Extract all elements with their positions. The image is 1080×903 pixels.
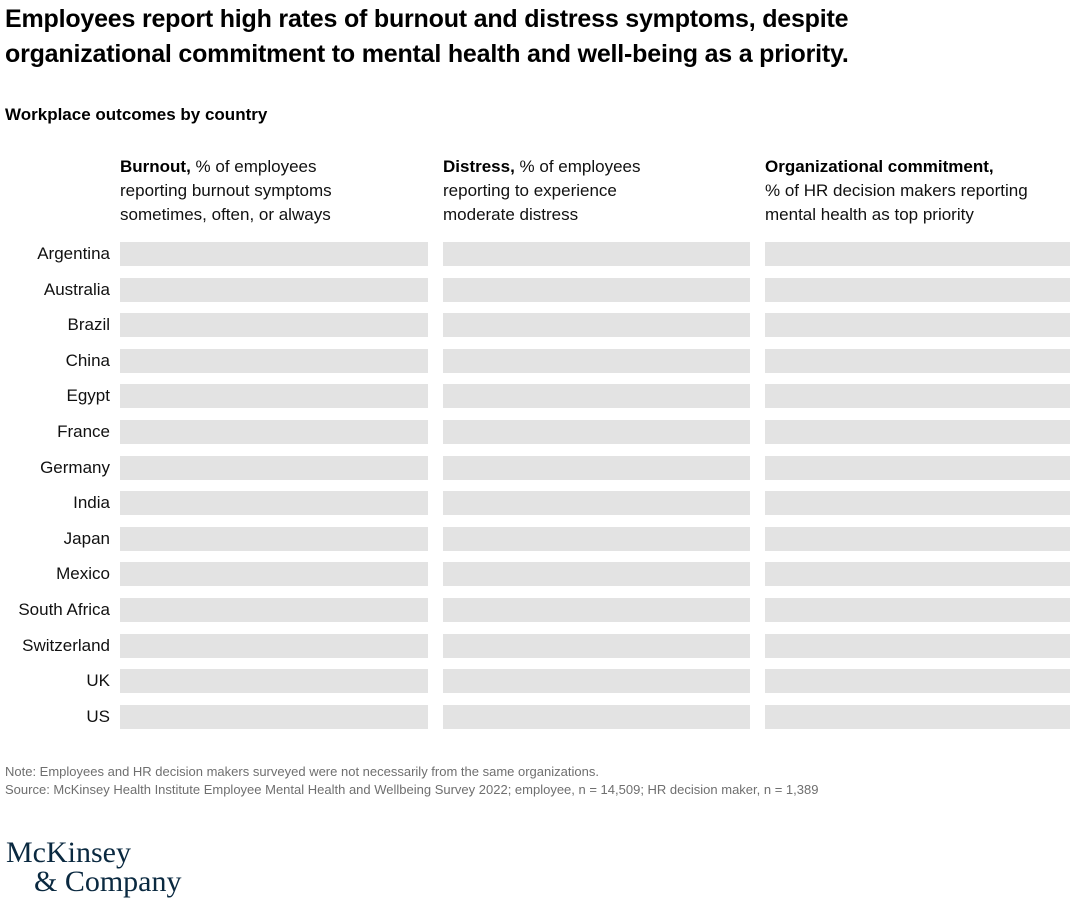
distress-bar bbox=[443, 384, 750, 408]
mckinsey-logo bbox=[6, 838, 182, 896]
distress-bar bbox=[443, 669, 750, 693]
commitment-bar bbox=[765, 420, 1070, 444]
footnotes bbox=[5, 763, 818, 798]
column-header-commitment-bold: Organizational commitment, bbox=[765, 157, 994, 176]
page-title bbox=[5, 2, 849, 72]
country-label: Japan bbox=[63, 528, 110, 548]
commitment-bar bbox=[765, 598, 1070, 622]
commitment-bar bbox=[765, 669, 1070, 693]
column-header-distress-line1 bbox=[443, 155, 743, 179]
country-label: Brazil bbox=[67, 315, 110, 335]
mckinsey-logo-line1: McKinsey bbox=[6, 836, 131, 869]
distress-bar bbox=[443, 598, 750, 622]
burnout-bar bbox=[120, 705, 428, 729]
commitment-bar bbox=[765, 634, 1070, 658]
distress-bar bbox=[443, 562, 750, 586]
chart-row-uk bbox=[0, 669, 1080, 693]
burnout-bar bbox=[120, 669, 428, 693]
column-header-commitment bbox=[765, 155, 1077, 227]
chart-row-brazil bbox=[0, 313, 1080, 337]
burnout-bar bbox=[120, 242, 428, 266]
commitment-bar bbox=[765, 491, 1070, 515]
chart-row-egypt bbox=[0, 384, 1080, 408]
chart-row-japan bbox=[0, 527, 1080, 551]
chart-row-argentina bbox=[0, 242, 1080, 266]
chart-title: Workplace outcomes by country bbox=[5, 105, 268, 124]
distress-bar bbox=[443, 705, 750, 729]
commitment-bar bbox=[765, 242, 1070, 266]
chart-row-india bbox=[0, 491, 1080, 515]
column-header-burnout bbox=[120, 155, 420, 227]
burnout-bar bbox=[120, 527, 428, 551]
column-header-distress-line2: reporting to experience bbox=[443, 181, 617, 200]
chart-row-us bbox=[0, 705, 1080, 729]
burnout-bar bbox=[120, 384, 428, 408]
country-label: South Africa bbox=[18, 599, 110, 619]
page-title-line1: Employees report high rates of burnout and distress symptoms, despite bbox=[5, 5, 849, 33]
column-header-commitment-line3: mental health as top priority bbox=[765, 205, 974, 224]
column-header-distress-bold: Distress, bbox=[443, 157, 515, 176]
column-header-distress-line3: moderate distress bbox=[443, 205, 579, 224]
burnout-bar bbox=[120, 313, 428, 337]
note-text: Note: Employees and HR decision makers surveyed were not necessarily from the same organizations. bbox=[5, 764, 599, 779]
source-text: Source: McKinsey Health Institute Employee Mental Health and Wellbeing Survey 2022; employee, n = 14,509; HR decision maker, n = 1,389 bbox=[5, 781, 819, 797]
country-label: Mexico bbox=[56, 564, 110, 584]
distress-bar bbox=[443, 278, 750, 302]
country-label: Australia bbox=[43, 279, 110, 299]
country-label: China bbox=[65, 350, 110, 370]
page-title-line2: organizational commitment to mental health and well-being as a priority. bbox=[5, 40, 849, 68]
commitment-bar bbox=[765, 384, 1070, 408]
chart-row-south-africa bbox=[0, 598, 1080, 622]
chart-row-china bbox=[0, 349, 1080, 373]
column-header-commitment-line2: % of HR decision makers reporting bbox=[765, 181, 1028, 200]
country-label: Switzerland bbox=[22, 635, 110, 655]
column-header-distress bbox=[443, 155, 743, 227]
country-label: India bbox=[73, 493, 110, 513]
chart-body bbox=[0, 242, 1080, 740]
country-label: UK bbox=[86, 671, 110, 691]
burnout-bar bbox=[120, 634, 428, 658]
distress-bar bbox=[443, 634, 750, 658]
country-label: Egypt bbox=[66, 386, 110, 406]
commitment-bar bbox=[765, 349, 1070, 373]
distress-bar bbox=[443, 313, 750, 337]
column-header-burnout-rest: % of employees bbox=[190, 157, 317, 176]
column-header-burnout-line3: sometimes, often, or always bbox=[120, 205, 331, 224]
burnout-bar bbox=[120, 420, 428, 444]
chart-row-switzerland bbox=[0, 634, 1080, 658]
distress-bar bbox=[443, 349, 750, 373]
burnout-bar bbox=[120, 456, 428, 480]
distress-bar bbox=[443, 527, 750, 551]
column-header-distress-rest: % of employees bbox=[514, 157, 641, 176]
distress-bar bbox=[443, 242, 750, 266]
commitment-bar bbox=[765, 527, 1070, 551]
mckinsey-logo-line2: & Company bbox=[34, 865, 182, 898]
commitment-bar bbox=[765, 705, 1070, 729]
chart-row-mexico bbox=[0, 562, 1080, 586]
commitment-bar bbox=[765, 278, 1070, 302]
country-label: Argentina bbox=[37, 244, 110, 263]
country-label: US bbox=[86, 706, 110, 726]
chart-row-australia bbox=[0, 278, 1080, 302]
distress-bar bbox=[443, 491, 750, 515]
column-header-burnout-line2: reporting burnout symptoms bbox=[120, 181, 332, 200]
country-label: France bbox=[57, 421, 110, 441]
commitment-bar bbox=[765, 562, 1070, 586]
chart-row-germany bbox=[0, 456, 1080, 480]
burnout-bar bbox=[120, 562, 428, 586]
chart-row-france bbox=[0, 420, 1080, 444]
country-label: Germany bbox=[40, 457, 110, 477]
burnout-bar bbox=[120, 349, 428, 373]
burnout-bar bbox=[120, 491, 428, 515]
commitment-bar bbox=[765, 313, 1070, 337]
commitment-bar bbox=[765, 456, 1070, 480]
burnout-bar bbox=[120, 598, 428, 622]
column-header-burnout-bold: Burnout, bbox=[120, 157, 191, 176]
column-header-burnout-line1 bbox=[120, 155, 420, 179]
distress-bar bbox=[443, 456, 750, 480]
distress-bar bbox=[443, 420, 750, 444]
burnout-bar bbox=[120, 278, 428, 302]
column-header-commitment-line1 bbox=[765, 155, 1077, 179]
